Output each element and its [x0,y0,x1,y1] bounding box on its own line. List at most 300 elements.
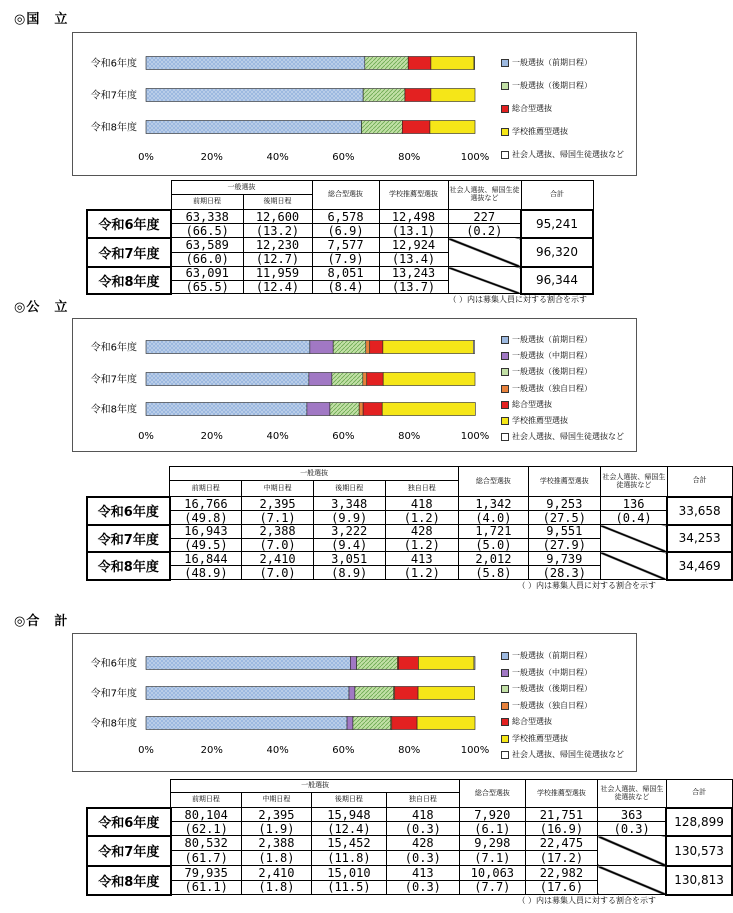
bar-segment [146,373,309,386]
legend-item [501,401,552,409]
bar-segment [431,89,475,102]
value-cell: 9,739 [528,552,600,566]
percent-cell: (66.5) [171,224,243,238]
percent-cell: (11.8) [312,851,386,866]
value-cell: 16,844 [170,552,242,566]
value-cell: 9,298 [460,836,526,851]
row-label: 令和6年度 [87,808,171,836]
column-header: 合計 [666,780,732,808]
legend-swatch [501,417,509,425]
chart-koritsu [72,318,637,452]
tick-label: 100% [460,152,490,163]
table-note: （ ）内は募集人員に対する割合を示す [517,896,656,905]
table-row [87,866,732,881]
column-header: 総合型選抜 [459,467,529,497]
percent-cell: (0.3) [386,851,459,866]
value-cell: 7,577 [312,238,379,253]
legend-label: 総合型選抜 [512,717,552,726]
value-cell: 16,766 [170,497,242,511]
value-cell: 63,338 [171,210,243,224]
bar-segment [146,657,350,670]
value-cell: 2,395 [242,497,314,511]
total-cell: 128,899 [666,808,732,836]
percent-cell: (61.7) [171,851,242,866]
percent-cell: (17.6) [525,880,598,895]
legend-label: 一般選抜（後期日程） [512,684,592,693]
value-cell: 15,010 [312,866,386,881]
value-cell: 10,063 [460,866,526,881]
percent-cell: (7.1) [242,511,314,525]
bar-segment [392,717,417,730]
legend-swatch [501,401,509,409]
legend-label: 一般選抜（独自日程） [512,700,592,710]
percent-cell: (8.4) [312,280,379,294]
column-header: 前期日程 [170,481,242,497]
chart-kokuritsu [72,32,637,176]
percent-cell: (27.9) [528,538,600,552]
value-cell: 136 [600,497,667,511]
percent-cell: (5.0) [459,538,529,552]
percent-cell: (7.7) [460,880,526,895]
blank-corner [87,181,171,210]
bar-segment [146,403,307,416]
column-header: 独自日程 [386,793,459,808]
empty-cell [598,866,666,895]
percent-cell: (0.4) [600,511,667,525]
value-cell: 12,498 [379,210,448,224]
table-row [87,210,593,224]
column-header: 後期日程 [243,195,312,210]
legend-item [501,352,592,360]
legend-label: 社会人選抜、帰国生徒選抜など [512,150,624,159]
value-cell: 2,388 [242,525,314,539]
table-row [87,552,732,566]
blank-corner [87,780,171,808]
legend-label: 総合型選抜 [512,399,552,409]
tick-label: 0% [138,745,154,756]
legend-item [501,385,592,393]
percent-cell: (8.9) [313,566,385,580]
legend-label: 社会人選抜、帰国生徒選抜など [512,432,624,442]
bar-segment [332,373,363,386]
bar-segment [146,57,365,70]
header-ippan: 一般選抜 [170,467,459,481]
tick-label: 20% [200,745,223,756]
percent-cell: (61.1) [171,880,242,895]
table-note: （ ）内は募集人員に対する割合を示す [517,581,656,590]
percent-cell: (0.3) [386,822,459,836]
legend-label: 一般選抜（後期日程） [512,81,592,90]
total-cell: 33,658 [667,497,732,525]
empty-cell [598,836,666,866]
bar-segment [363,403,382,416]
legend-swatch [501,82,509,90]
bar-segment [473,341,474,354]
value-cell: 8,051 [312,267,379,281]
category-label: 令和6年度 [90,58,137,70]
tick-label: 40% [266,431,289,442]
legend-swatch [501,128,509,136]
percent-cell: (1.8) [241,880,311,895]
bar-segment [382,403,475,416]
legend-item [501,718,552,726]
tick-label: 100% [460,745,490,756]
table-row [87,836,732,851]
value-cell: 3,348 [313,497,385,511]
bar-segment [309,373,332,386]
category-label: 令和8年度 [90,122,137,134]
legend-swatch [501,385,509,393]
legend-label: 学校推薦型選抜 [512,416,568,425]
category-label: 令和8年度 [90,404,137,416]
value-cell: 79,935 [171,866,242,881]
tick-label: 20% [200,152,223,163]
bar-segment [398,657,418,670]
data-table-koritsu [86,466,733,581]
percent-cell: (1.2) [385,566,459,580]
percent-cell: (65.5) [171,280,243,294]
bar-segment [383,373,475,386]
legend-label: 一般選抜（前期日程） [512,651,592,660]
percent-cell: (16.9) [525,822,598,836]
total-cell: 96,344 [521,267,593,294]
percent-cell: (9.4) [313,538,385,552]
bar-segment [146,341,310,354]
bar-segment [418,687,475,700]
tick-label: 80% [398,745,421,756]
bar-segment [418,657,474,670]
value-cell: 22,982 [525,866,598,881]
legend-swatch [501,151,509,159]
value-cell: 2,410 [242,552,314,566]
category-label: 令和7年度 [90,374,137,386]
percent-cell: (5.8) [459,566,529,580]
value-cell: 2,410 [241,866,311,881]
total-cell: 130,813 [666,866,732,895]
percent-cell: (13.1) [379,224,448,238]
percent-cell: (13.4) [379,252,448,267]
percent-cell: (6.1) [460,822,526,836]
legend-label: 学校推薦型選抜 [512,127,568,136]
tick-label: 0% [138,152,154,163]
value-cell: 2,388 [241,836,311,851]
bar-segment [366,341,370,354]
legend-label: 一般選抜（前期日程） [512,58,592,67]
legend-swatch [501,669,509,677]
value-cell: 80,532 [171,836,242,851]
value-cell: 2,395 [241,808,311,822]
category-label: 令和7年度 [90,90,137,102]
tick-label: 100% [460,431,490,442]
legend-label: 社会人選抜、帰国生徒選抜など [512,750,624,759]
legend-item [501,82,592,90]
tick-label: 40% [266,745,289,756]
blank-corner [87,467,170,497]
legend-label: 一般選抜（前期日程） [512,335,592,344]
bar-segment [146,687,349,700]
value-cell: 9,551 [528,525,600,539]
value-cell: 12,924 [379,238,448,253]
value-cell: 16,943 [170,525,242,539]
category-label: 令和8年度 [90,718,137,730]
percent-cell: (7.1) [460,851,526,866]
value-cell: 413 [386,866,459,881]
bar-segment [474,657,475,670]
legend-swatch [501,59,509,67]
percent-cell: (1.8) [241,851,311,866]
bar-segment [146,717,347,730]
legend-label: 一般選抜（中期日程） [512,351,592,361]
value-cell: 3,222 [313,525,385,539]
empty-cell [448,267,521,294]
category-label: 令和7年度 [90,688,137,700]
column-header: 中期日程 [241,793,311,808]
empty-cell [600,552,667,580]
legend-label: 総合型選抜 [512,104,552,113]
percent-cell: (7.0) [242,538,314,552]
header-ippan: 一般選抜 [171,780,460,793]
bar-segment [365,57,408,70]
row-label: 令和8年度 [87,866,171,895]
percent-cell: (1.9) [241,822,311,836]
percent-cell: (6.9) [312,224,379,238]
tick-label: 0% [138,431,154,442]
percent-cell: (62.1) [171,822,242,836]
total-cell: 95,241 [521,210,593,238]
legend-swatch [501,718,509,726]
tick-label: 60% [332,152,355,163]
percent-cell: (13.2) [243,224,312,238]
value-cell: 1,721 [459,525,529,539]
tick-label: 40% [266,152,289,163]
column-header: 後期日程 [313,481,385,497]
legend-swatch [501,702,509,710]
empty-cell [448,238,521,267]
value-cell: 7,920 [460,808,526,822]
legend-swatch [501,652,509,660]
column-header: 総合型選抜 [312,181,379,210]
percent-cell: (0.2) [448,224,521,238]
column-header: 総合型選抜 [460,780,526,808]
legend-item [501,669,592,677]
legend-swatch [501,336,509,344]
legend-swatch [501,368,509,376]
legend-item [501,735,568,743]
total-cell: 96,320 [521,238,593,267]
bar-segment [405,89,431,102]
bar-segment [408,57,431,70]
bar-segment [474,57,475,70]
tick-label: 20% [200,431,223,442]
percent-cell: (28.3) [528,566,600,580]
percent-cell: (0.3) [598,822,666,836]
legend-label: 一般選抜（独自日程） [512,383,592,393]
tick-label: 60% [332,745,355,756]
value-cell: 63,091 [171,267,243,281]
bar-segment [333,341,366,354]
section-title: ◎合 計 [14,614,69,629]
value-cell: 413 [385,552,459,566]
percent-cell: (49.8) [170,511,242,525]
table-row [87,808,732,822]
table-row [87,497,732,511]
bar-segment [347,717,353,730]
percent-cell: (0.3) [386,880,459,895]
bar-segment [307,403,330,416]
value-cell: 63,589 [171,238,243,253]
row-label: 令和6年度 [87,497,170,525]
row-label: 令和6年度 [87,210,171,238]
legend-item [501,128,568,136]
bar-segment [310,341,333,354]
row-label: 令和8年度 [87,552,170,580]
column-header: 社会人選抜、帰国生徒選抜など [448,181,521,210]
column-header: 中期日程 [242,481,314,497]
category-label: 令和6年度 [90,658,137,670]
value-cell: 6,578 [312,210,379,224]
value-cell: 2,012 [459,552,529,566]
legend-swatch [501,685,509,693]
bar-segment [431,57,474,70]
legend-swatch [501,735,509,743]
legend-label: 一般選抜（中期日程） [512,667,592,677]
legend-item [501,59,592,67]
value-cell: 3,051 [313,552,385,566]
bar-segment [359,403,363,416]
legend-item [501,702,592,710]
bar-segment [146,121,361,134]
column-header: 合計 [521,181,593,210]
bar-segment [350,657,356,670]
section-title: ◎国 立 [14,12,69,27]
legend-swatch [501,352,509,360]
value-cell: 80,104 [171,808,242,822]
section-title: ◎公 立 [14,300,69,315]
bar-segment [349,687,355,700]
legend-item [501,685,592,693]
value-cell: 363 [598,808,666,822]
tick-label: 60% [332,431,355,442]
percent-cell: (13.7) [379,280,448,294]
value-cell: 22,475 [525,836,598,851]
legend-label: 一般選抜（後期日程） [512,367,592,377]
bar-segment [353,717,391,730]
column-header: 前期日程 [171,195,243,210]
bar-segment [330,403,359,416]
chart-gokei [72,633,637,772]
row-label: 令和7年度 [87,525,170,552]
value-cell: 227 [448,210,521,224]
column-header: 学校推薦型選抜 [525,780,598,808]
value-cell: 9,253 [528,497,600,511]
value-cell: 15,452 [312,836,386,851]
column-header: 独自日程 [385,481,459,497]
value-cell: 12,230 [243,238,312,253]
value-cell: 12,600 [243,210,312,224]
empty-cell [600,525,667,552]
value-cell: 428 [386,836,459,851]
row-label: 令和7年度 [87,238,171,267]
column-header: 社会人選抜、帰国生徒選抜など [598,780,666,808]
bar-segment [357,657,398,670]
bar-segment [361,121,402,134]
bar-segment [367,373,383,386]
value-cell: 1,342 [459,497,529,511]
value-cell: 418 [385,497,459,511]
bar-segment [370,341,383,354]
bar-segment [402,121,430,134]
bar-segment [363,89,405,102]
legend-item [501,336,592,344]
total-cell: 34,253 [667,525,732,552]
column-header: 学校推薦型選抜 [379,181,448,210]
percent-cell: (12.4) [312,822,386,836]
percent-cell: (66.0) [171,252,243,267]
legend-label: 学校推薦型選抜 [512,733,568,743]
value-cell: 428 [385,525,459,539]
legend-item [501,417,568,425]
percent-cell: (9.9) [313,511,385,525]
bar-segment [395,687,418,700]
value-cell: 13,243 [379,267,448,281]
category-label: 令和6年度 [90,342,137,354]
bar-segment [417,717,475,730]
value-cell: 15,948 [312,808,386,822]
legend-swatch [501,105,509,113]
percent-cell: (11.5) [312,880,386,895]
row-label: 令和8年度 [87,267,171,294]
bar-segment [355,687,394,700]
percent-cell: (1.2) [385,538,459,552]
bar-segment [363,373,367,386]
column-header: 前期日程 [171,793,242,808]
legend-item [501,368,592,376]
bar-segment [430,121,475,134]
legend-swatch [501,751,509,759]
header-ippan: 一般選抜 [171,181,312,195]
value-cell: 418 [386,808,459,822]
column-header: 社会人選抜、帰国生徒選抜など [600,467,667,497]
column-header: 合計 [667,467,732,497]
data-table-gokei [86,779,733,896]
bar-segment [146,89,363,102]
tick-label: 80% [398,431,421,442]
legend-item [501,433,624,441]
column-header: 後期日程 [312,793,386,808]
legend-item [501,151,624,159]
legend-item [501,105,552,113]
legend-item [501,751,624,759]
percent-cell: (7.9) [312,252,379,267]
value-cell: 11,959 [243,267,312,281]
legend-item [501,652,592,660]
percent-cell: (7.0) [242,566,314,580]
percent-cell: (17.2) [525,851,598,866]
legend-swatch [501,433,509,441]
row-label: 令和7年度 [87,836,171,866]
percent-cell: (48.9) [170,566,242,580]
table-row [87,238,593,253]
table-note: （ ）内は募集人員に対する割合を示す [448,295,587,304]
percent-cell: (12.4) [243,280,312,294]
data-table-kokuritsu [86,180,594,295]
percent-cell: (12.7) [243,252,312,267]
total-cell: 130,573 [666,836,732,866]
percent-cell: (27.5) [528,511,600,525]
table-row [87,267,593,281]
percent-cell: (4.0) [459,511,529,525]
bar-segment [383,341,473,354]
